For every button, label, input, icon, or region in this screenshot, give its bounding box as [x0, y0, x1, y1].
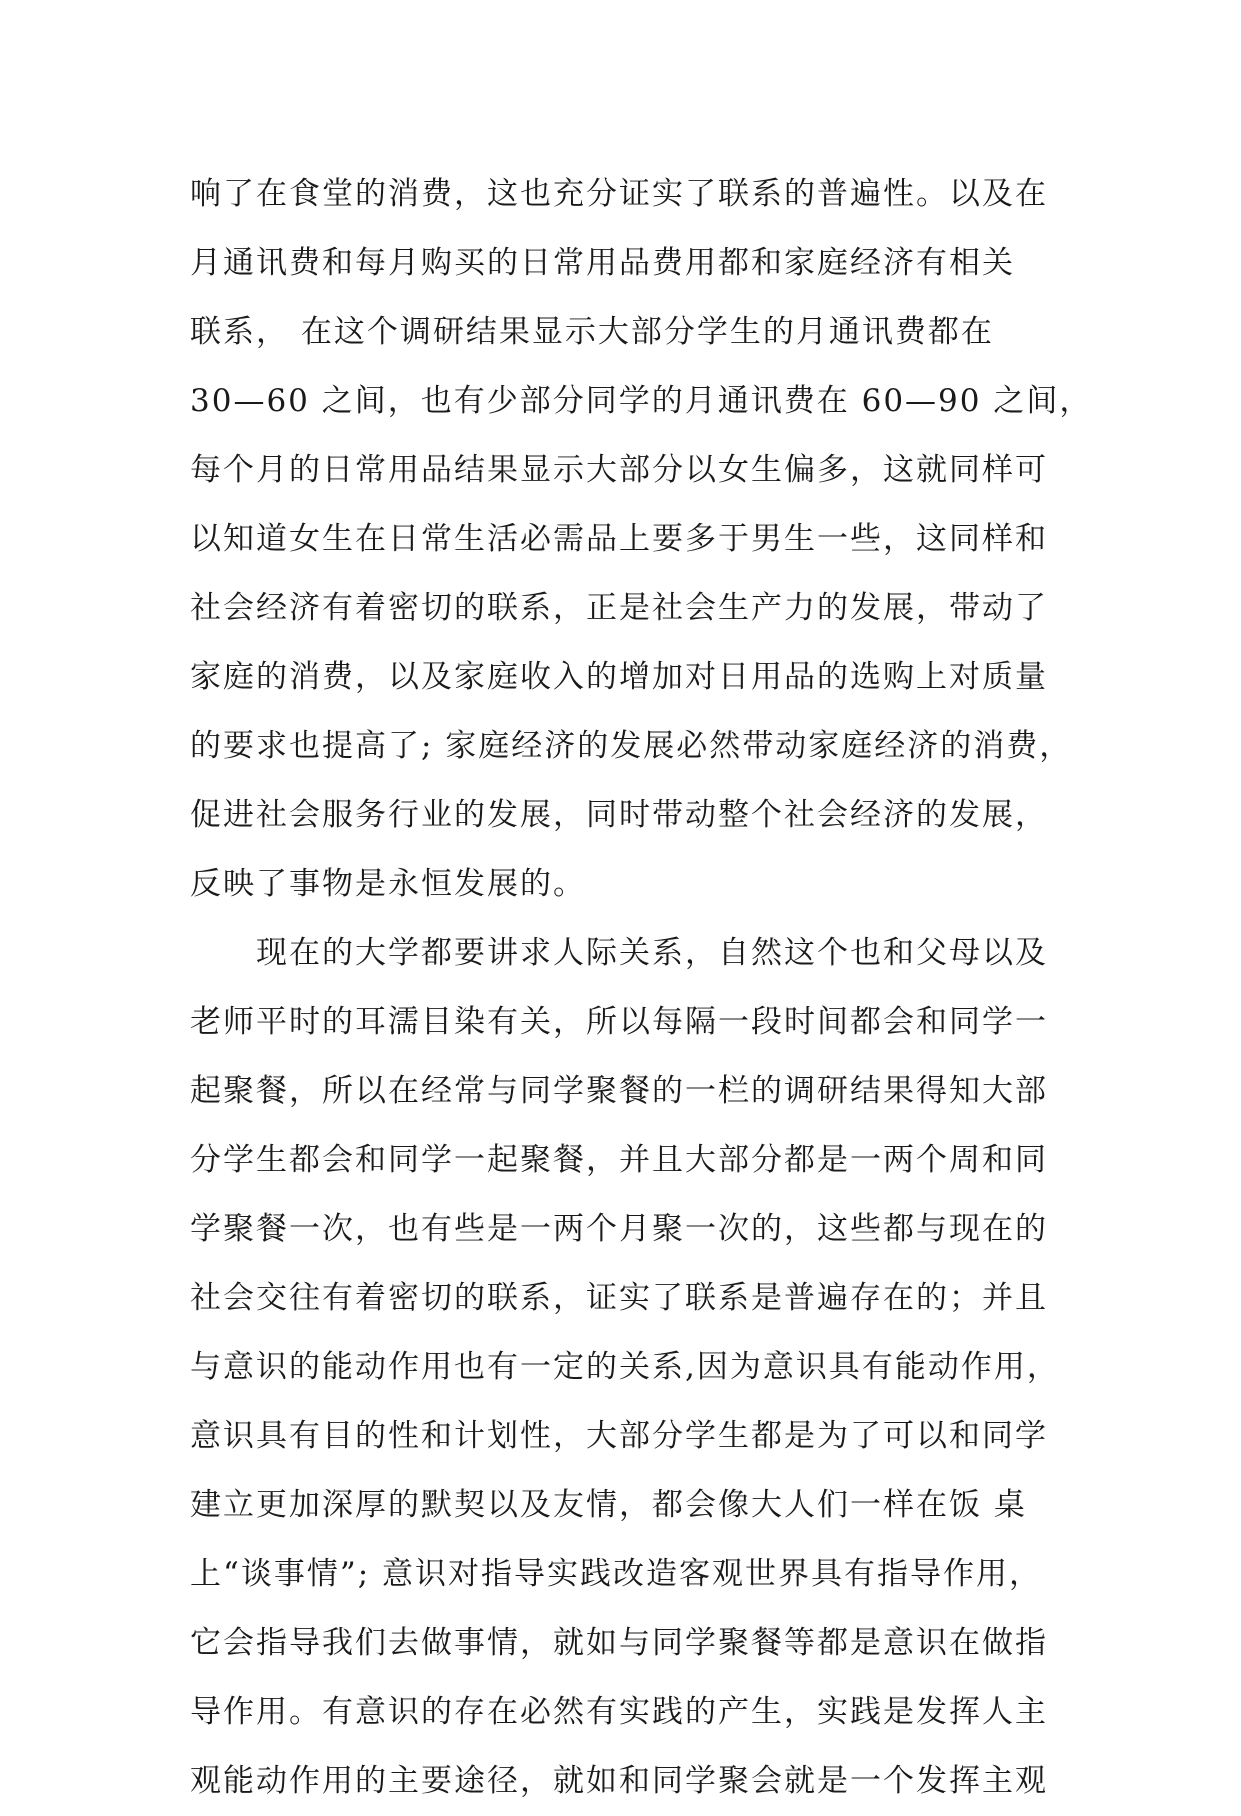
text-line: 老师平时的耳濡目染有关，所以每隔一段时间都会和同学一 [190, 1004, 1048, 1040]
text-line: 建立更加深厚的默契以及友情，都会像大人们一样在饭 桌 [190, 1487, 1027, 1523]
text-line: 分学生都会和同学一起聚餐，并且大部分都是一两个周和同 [190, 1142, 1048, 1178]
text-line: 的要求也提高了; 家庭经济的发展必然带动家庭经济的消费， [190, 728, 1073, 764]
text-line: 与意识的能动作用也有一定的关系,因为意识具有能动作用， [190, 1349, 1060, 1385]
text-line: 社会经济有着密切的联系，正是社会生产力的发展，带动了 [190, 590, 1048, 626]
text-line: 上“谈事情”; 意识对指导实践改造客观世界具有指导作用， [190, 1556, 1042, 1592]
text-line: 30—60 之间，也有少部分同学的月通讯费在 60—90 之间， [190, 383, 1093, 419]
paragraph-first-line: 现在的大学都要讲求人际关系，自然这个也和父母以及 [256, 935, 1048, 971]
text-line: 响了在食堂的消费，这也充分证实了联系的普遍性。以及在 [190, 176, 1048, 212]
text-line: 月通讯费和每月购买的日常用品费用都和家庭经济有相关 [190, 245, 1015, 281]
text-line: 观能动作用的主要途径，就如和同学聚会就是一个发挥主观 [190, 1763, 1048, 1799]
text-line: 起聚餐，所以在经常与同学聚餐的一栏的调研结果得知大部 [190, 1073, 1048, 1109]
text-line: 每个月的日常用品结果显示大部分以女生偏多，这就同样可 [190, 452, 1048, 488]
text-line: 意识具有目的性和计划性，大部分学生都是为了可以和同学 [190, 1418, 1048, 1454]
text-line: 以知道女生在日常生活必需品上要多于男生一些，这同样和 [190, 521, 1048, 557]
text-line: 反映了事物是永恒发展的。 [190, 866, 586, 902]
text-line: 导作用。有意识的存在必然有实践的产生，实践是发挥人主 [190, 1694, 1048, 1730]
text-line: 家庭的消费，以及家庭收入的增加对日用品的选购上对质量 [190, 659, 1048, 695]
text-line: 它会指导我们去做事情，就如与同学聚餐等都是意识在做指 [190, 1625, 1048, 1661]
text-line: 联系， 在这个调研结果显示大部分学生的月通讯费都在 [190, 314, 994, 350]
body-text [190, 160, 1093, 1816]
text-line: 社会交往有着密切的联系，证实了联系是普遍存在的；并且 [190, 1280, 1048, 1316]
text-line: 促进社会服务行业的发展，同时带动整个社会经济的发展， [190, 797, 1048, 833]
text-line: 学聚餐一次，也有些是一两个月聚一次的，这些都与现在的 [190, 1211, 1048, 1247]
